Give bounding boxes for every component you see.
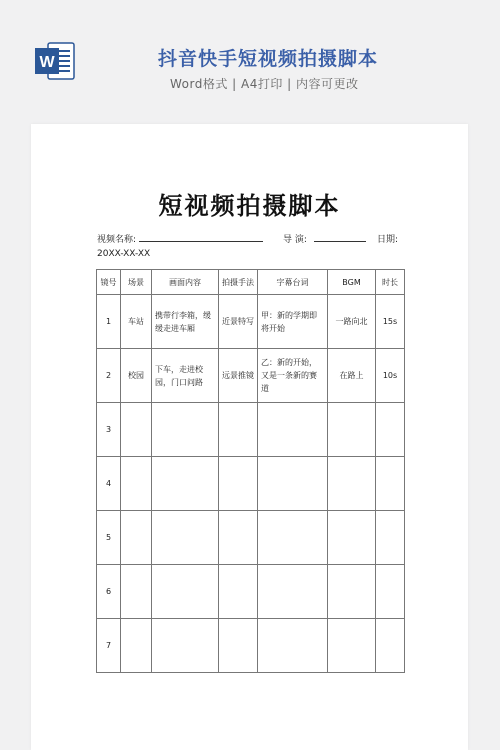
duration-cell bbox=[376, 457, 405, 511]
table-row bbox=[97, 619, 405, 673]
scene-cell bbox=[121, 565, 152, 619]
script-table bbox=[96, 269, 405, 673]
bgm-cell bbox=[328, 403, 376, 457]
table-row bbox=[97, 565, 405, 619]
duration-cell bbox=[376, 565, 405, 619]
scene-cell bbox=[121, 403, 152, 457]
column-header: BGM bbox=[328, 270, 376, 295]
duration-cell: 15s bbox=[376, 295, 405, 349]
content-cell: 下车，走进校园，门口问路 bbox=[152, 349, 219, 403]
duration-cell bbox=[376, 403, 405, 457]
table-row bbox=[97, 403, 405, 457]
column-header: 镜号 bbox=[97, 270, 121, 295]
subtitle-cell bbox=[258, 457, 328, 511]
director-field bbox=[283, 232, 366, 245]
document-page bbox=[31, 124, 468, 750]
director-label: 导 演: bbox=[283, 235, 307, 245]
video-name-field bbox=[97, 232, 263, 245]
shot-number-cell: 1 bbox=[97, 295, 121, 349]
header-subtitle: Word格式 | A4打印 | 内容可更改 bbox=[170, 77, 359, 91]
column-header: 画面内容 bbox=[152, 270, 219, 295]
content-cell bbox=[152, 403, 219, 457]
date-label: 日期: bbox=[377, 235, 399, 245]
shot-number-cell: 5 bbox=[97, 511, 121, 565]
duration-cell bbox=[376, 511, 405, 565]
column-header: 时长 bbox=[376, 270, 405, 295]
bgm-cell: 在路上 bbox=[328, 349, 376, 403]
video-name-label: 视频名称: bbox=[97, 235, 137, 245]
technique-cell: 远景推镜 bbox=[219, 349, 258, 403]
scene-cell bbox=[121, 619, 152, 673]
bgm-cell bbox=[328, 457, 376, 511]
technique-cell: 近景特写 bbox=[219, 295, 258, 349]
shot-number-cell: 4 bbox=[97, 457, 121, 511]
shot-number-cell: 6 bbox=[97, 565, 121, 619]
table-row bbox=[97, 511, 405, 565]
content-cell: 携带行李箱，缓缓走进车厢 bbox=[152, 295, 219, 349]
bgm-cell bbox=[328, 511, 376, 565]
scene-cell: 校园 bbox=[121, 349, 152, 403]
table-row bbox=[97, 349, 405, 403]
subtitle-cell bbox=[258, 565, 328, 619]
subtitle-cell: 乙：新的开始，又是一条新的赛道 bbox=[258, 349, 328, 403]
duration-cell: 10s bbox=[376, 349, 405, 403]
technique-cell bbox=[219, 457, 258, 511]
document-title: 短视频拍摄脚本 bbox=[158, 192, 341, 220]
director-line bbox=[314, 232, 366, 242]
scene-cell bbox=[121, 457, 152, 511]
technique-cell bbox=[219, 511, 258, 565]
table-row bbox=[97, 295, 405, 349]
shot-number-cell: 3 bbox=[97, 403, 121, 457]
date-field bbox=[377, 232, 398, 245]
video-name-line bbox=[139, 232, 263, 242]
content-cell bbox=[152, 457, 219, 511]
date-value: 20XX-XX-XX bbox=[97, 249, 151, 259]
technique-cell bbox=[219, 403, 258, 457]
scene-cell bbox=[121, 511, 152, 565]
content-cell bbox=[152, 565, 219, 619]
word-logo-letter: W bbox=[39, 54, 55, 71]
shot-number-cell: 2 bbox=[97, 349, 121, 403]
scene-cell: 车站 bbox=[121, 295, 152, 349]
bgm-cell bbox=[328, 565, 376, 619]
column-header: 拍摄手法 bbox=[219, 270, 258, 295]
table-row bbox=[97, 457, 405, 511]
technique-cell bbox=[219, 619, 258, 673]
table-header-row bbox=[97, 270, 405, 295]
subtitle-cell bbox=[258, 619, 328, 673]
duration-cell bbox=[376, 619, 405, 673]
subtitle-cell: 甲：新的学期即将开始 bbox=[258, 295, 328, 349]
shot-number-cell: 7 bbox=[97, 619, 121, 673]
subtitle-cell bbox=[258, 511, 328, 565]
column-header: 字幕台词 bbox=[258, 270, 328, 295]
subtitle-cell bbox=[258, 403, 328, 457]
content-cell bbox=[152, 511, 219, 565]
technique-cell bbox=[219, 565, 258, 619]
header-title: 抖音快手短视频拍摄脚本 bbox=[158, 48, 379, 70]
bgm-cell bbox=[328, 619, 376, 673]
word-app-icon bbox=[34, 40, 76, 82]
bgm-cell: 一路向北 bbox=[328, 295, 376, 349]
column-header: 场景 bbox=[121, 270, 152, 295]
content-cell bbox=[152, 619, 219, 673]
